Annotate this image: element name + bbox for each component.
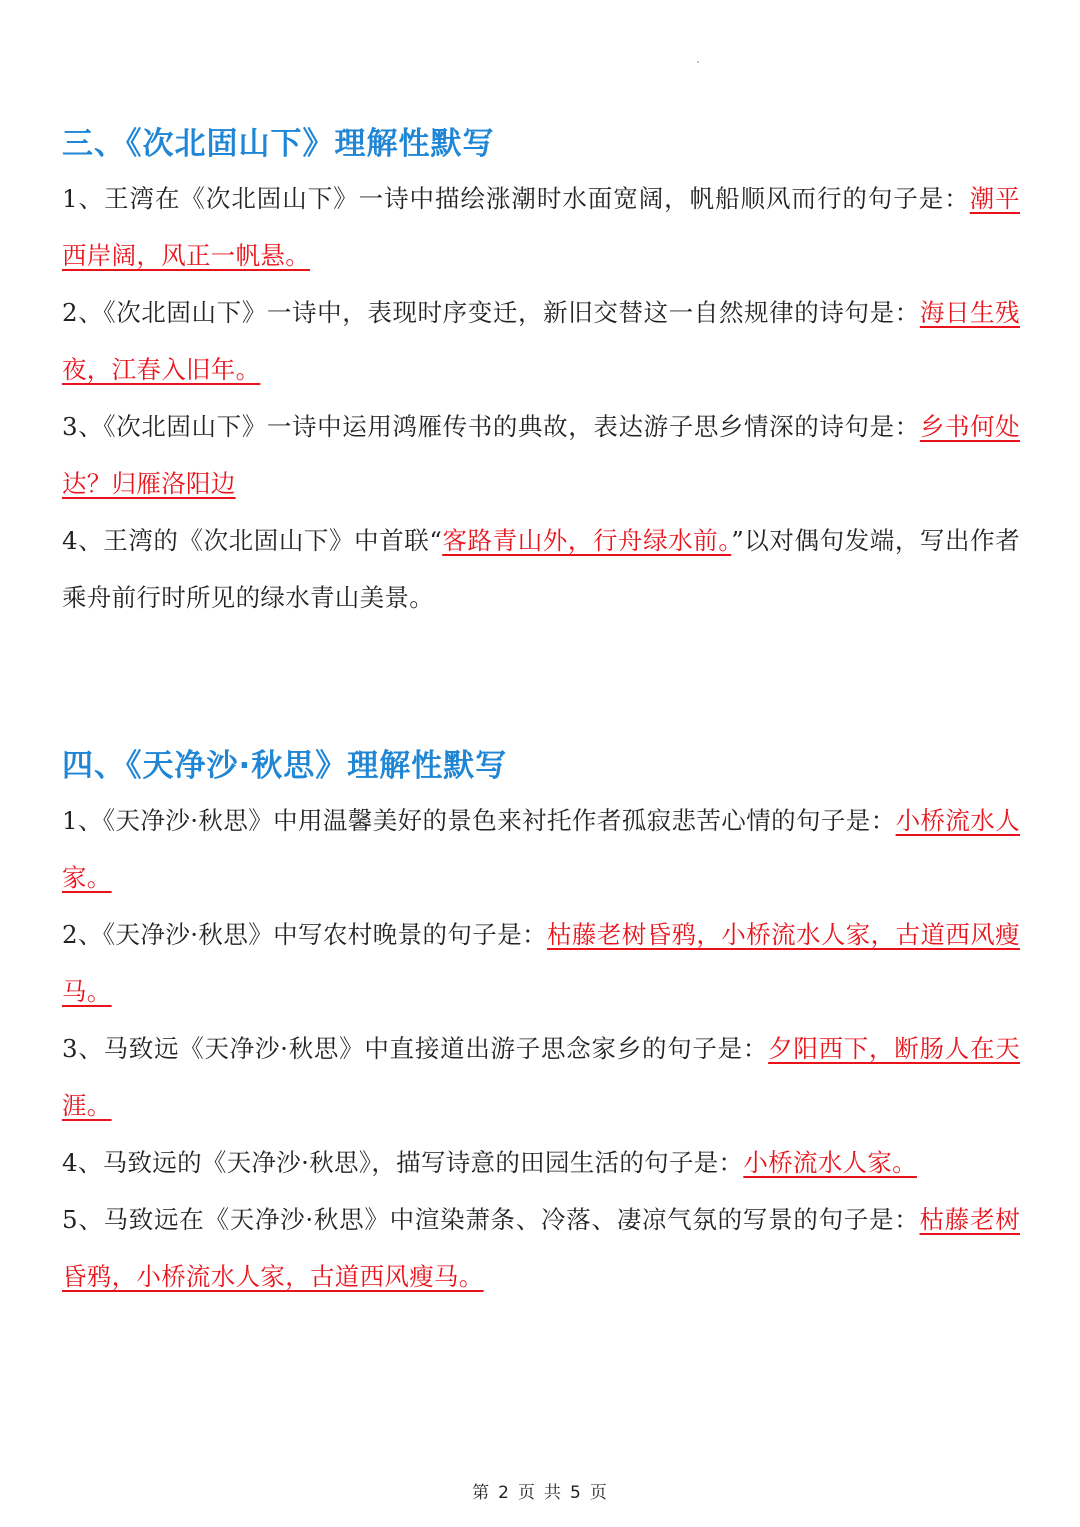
question-item xyxy=(62,792,1020,906)
page-total: 5 xyxy=(570,1483,582,1503)
answer-text: 客路青山外，行舟绿水前。 xyxy=(442,526,732,555)
page-number: 2 xyxy=(498,1483,510,1503)
answer-text: 枯藤老树昏鸦，小桥流水人家，古道西风瘦马。 xyxy=(62,920,1020,1006)
question-number: 4、 xyxy=(62,1148,103,1177)
section-ci-bei-gu-shan-xia xyxy=(62,118,1020,626)
answer-text: 枯藤老树昏鸦，小桥流水人家，古道西风瘦马。 xyxy=(62,1205,1020,1291)
footer-gong: 共 xyxy=(544,1483,562,1503)
section-heading: 四、《天净沙·秋思》理解性默写 xyxy=(62,748,508,784)
question-text: 马致远《天净沙·秋思》中直接道出游子思念家乡的句子是： xyxy=(103,1034,769,1063)
question-item xyxy=(62,512,1020,626)
question-item xyxy=(62,284,1020,398)
answer-text: 海日生残夜，江春入旧年。 xyxy=(62,298,1020,384)
question-item xyxy=(62,906,1020,1020)
section-heading: 三、《次北固山下》理解性默写 xyxy=(62,126,495,162)
question-text: 马致远的《天净沙·秋思》，描写诗意的田园生活的句子是： xyxy=(102,1148,744,1177)
question-number: 3、 xyxy=(62,412,104,441)
question-suffix: ”以对偶句发端，写出作者乘舟前行时所见的绿水青山美景。 xyxy=(62,526,1020,612)
question-number: 4、 xyxy=(62,526,104,555)
question-number: 1、 xyxy=(62,184,105,213)
question-item xyxy=(62,1191,1020,1305)
question-item xyxy=(62,1020,1020,1134)
scan-speck xyxy=(697,61,699,63)
section-tian-jing-sha-qiu-si xyxy=(62,740,1020,1305)
question-number: 1、 xyxy=(62,806,103,835)
question-number: 2、 xyxy=(62,298,104,327)
footer-ye2: 页 xyxy=(589,1483,608,1503)
footer-di: 第 xyxy=(472,1483,491,1503)
question-number: 2、 xyxy=(62,920,103,949)
question-text: 马致远在《天净沙·秋思》中渲染萧条、冷落、凄凉气氛的写景的句子是： xyxy=(103,1205,920,1234)
question-text: 《次北固山下》一诗中，表现时序变迁，新旧交替这一自然规律的诗句是： xyxy=(103,298,920,327)
question-text: 《天净沙·秋思》中写农村晚景的句子是： xyxy=(102,920,547,949)
question-item xyxy=(62,398,1020,512)
question-item xyxy=(62,170,1020,284)
answer-text: 乡书何处达？归雁洛阳边 xyxy=(62,412,1020,498)
question-text: 王湾在《次北固山下》一诗中描绘涨潮时水面宽阔，帆船顺风而行的句子是： xyxy=(104,184,970,213)
answer-text: 小桥流水人家。 xyxy=(62,806,1020,892)
answer-text: 夕阳西下，断肠人在天涯。 xyxy=(62,1034,1020,1120)
answer-text: 小桥流水人家。 xyxy=(743,1148,917,1177)
question-item xyxy=(62,1134,1020,1191)
page-footer xyxy=(0,1478,1080,1503)
question-text: 《天净沙·秋思》中用温馨美好的景色来衬托作者孤寂悲苦心情的句子是： xyxy=(102,806,896,835)
question-number: 3、 xyxy=(62,1034,104,1063)
question-text: 王湾的《次北固山下》中首联“ xyxy=(103,526,443,555)
answer-text: 潮平西岸阔，风正一帆悬。 xyxy=(62,184,1020,270)
footer-ye: 页 xyxy=(518,1483,536,1503)
question-number: 5、 xyxy=(62,1205,104,1234)
question-text: 《次北固山下》一诗中运用鸿雁传书的典故，表达游子思乡情深的诗句是： xyxy=(103,412,920,441)
